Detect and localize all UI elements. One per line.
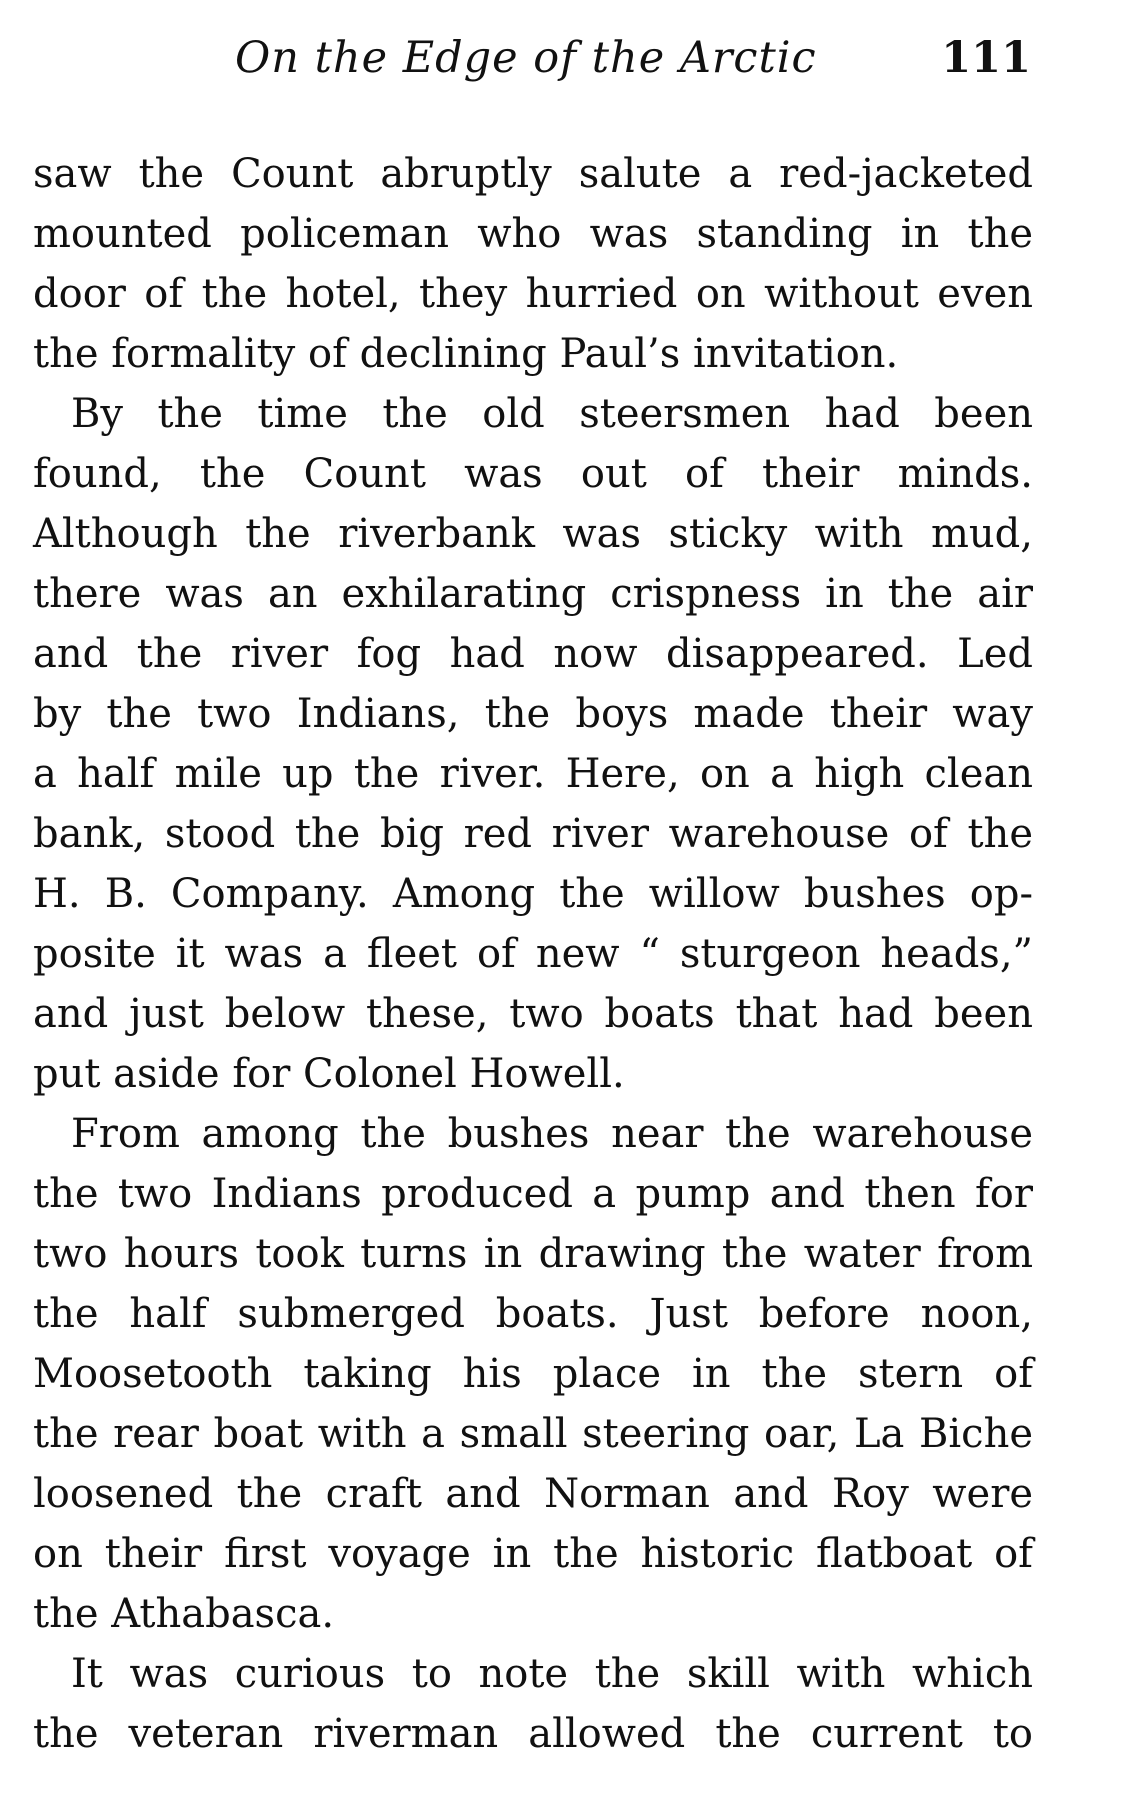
body-text — [33, 144, 1033, 1764]
text-line: and just below these, two boats that had been — [33, 991, 1033, 1037]
text-line: door of the hotel, they hurried on without even — [33, 271, 1033, 317]
text-line: the rear boat with a small steering oar, La Biche — [33, 1411, 1033, 1457]
text-line: the formality of declining Paul’s invitation. — [33, 331, 899, 377]
text-line: the Athabasca. — [33, 1591, 335, 1637]
text-line: posite it was a fleet of new “ sturgeon heads,” — [33, 931, 1033, 977]
text-line: a half mile up the river. Here, on a high clean — [33, 751, 1033, 797]
running-title: On the Edge of the Arctic — [235, 33, 817, 83]
text-line: on their first voyage in the historic flatboat of — [33, 1531, 1033, 1577]
text-line: two hours took turns in drawing the water from — [33, 1231, 1033, 1277]
text-line: From among the bushes near the warehouse — [71, 1111, 1033, 1157]
text-line: Moosetooth taking his place in the stern of — [33, 1351, 1033, 1397]
running-head — [33, 28, 1033, 88]
text-line: bank, stood the big red river warehouse of the — [33, 811, 1033, 857]
text-line: H. B. Company. Among the willow bushes op- — [33, 871, 1033, 917]
text-line: Although the riverbank was sticky with mud, — [33, 511, 1033, 557]
text-line: there was an exhilarating crispness in the air — [33, 571, 1033, 617]
text-line: loosened the craft and Norman and Roy were — [33, 1471, 1033, 1517]
text-line: the half submerged boats. Just before noon, — [33, 1291, 1033, 1337]
text-line: saw the Count abruptly salute a red-jacketed — [33, 151, 1033, 197]
text-line: the veteran riverman allowed the current to — [33, 1711, 1033, 1757]
text-line: and the river fog had now disappeared. Led — [33, 631, 1033, 677]
text-line: It was curious to note the skill with which — [71, 1651, 1033, 1697]
text-line: put aside for Colonel Howell. — [33, 1051, 625, 1097]
text-line: found, the Count was out of their minds. — [33, 451, 1033, 497]
text-line: by the two Indians, the boys made their way — [33, 691, 1033, 737]
book-page — [33, 0, 1033, 1807]
text-line: mounted policeman who was standing in the — [33, 211, 1033, 257]
page-number: 111 — [941, 33, 1031, 83]
text-line: the two Indians produced a pump and then for — [33, 1171, 1033, 1217]
text-line: By the time the old steersmen had been — [71, 391, 1033, 437]
